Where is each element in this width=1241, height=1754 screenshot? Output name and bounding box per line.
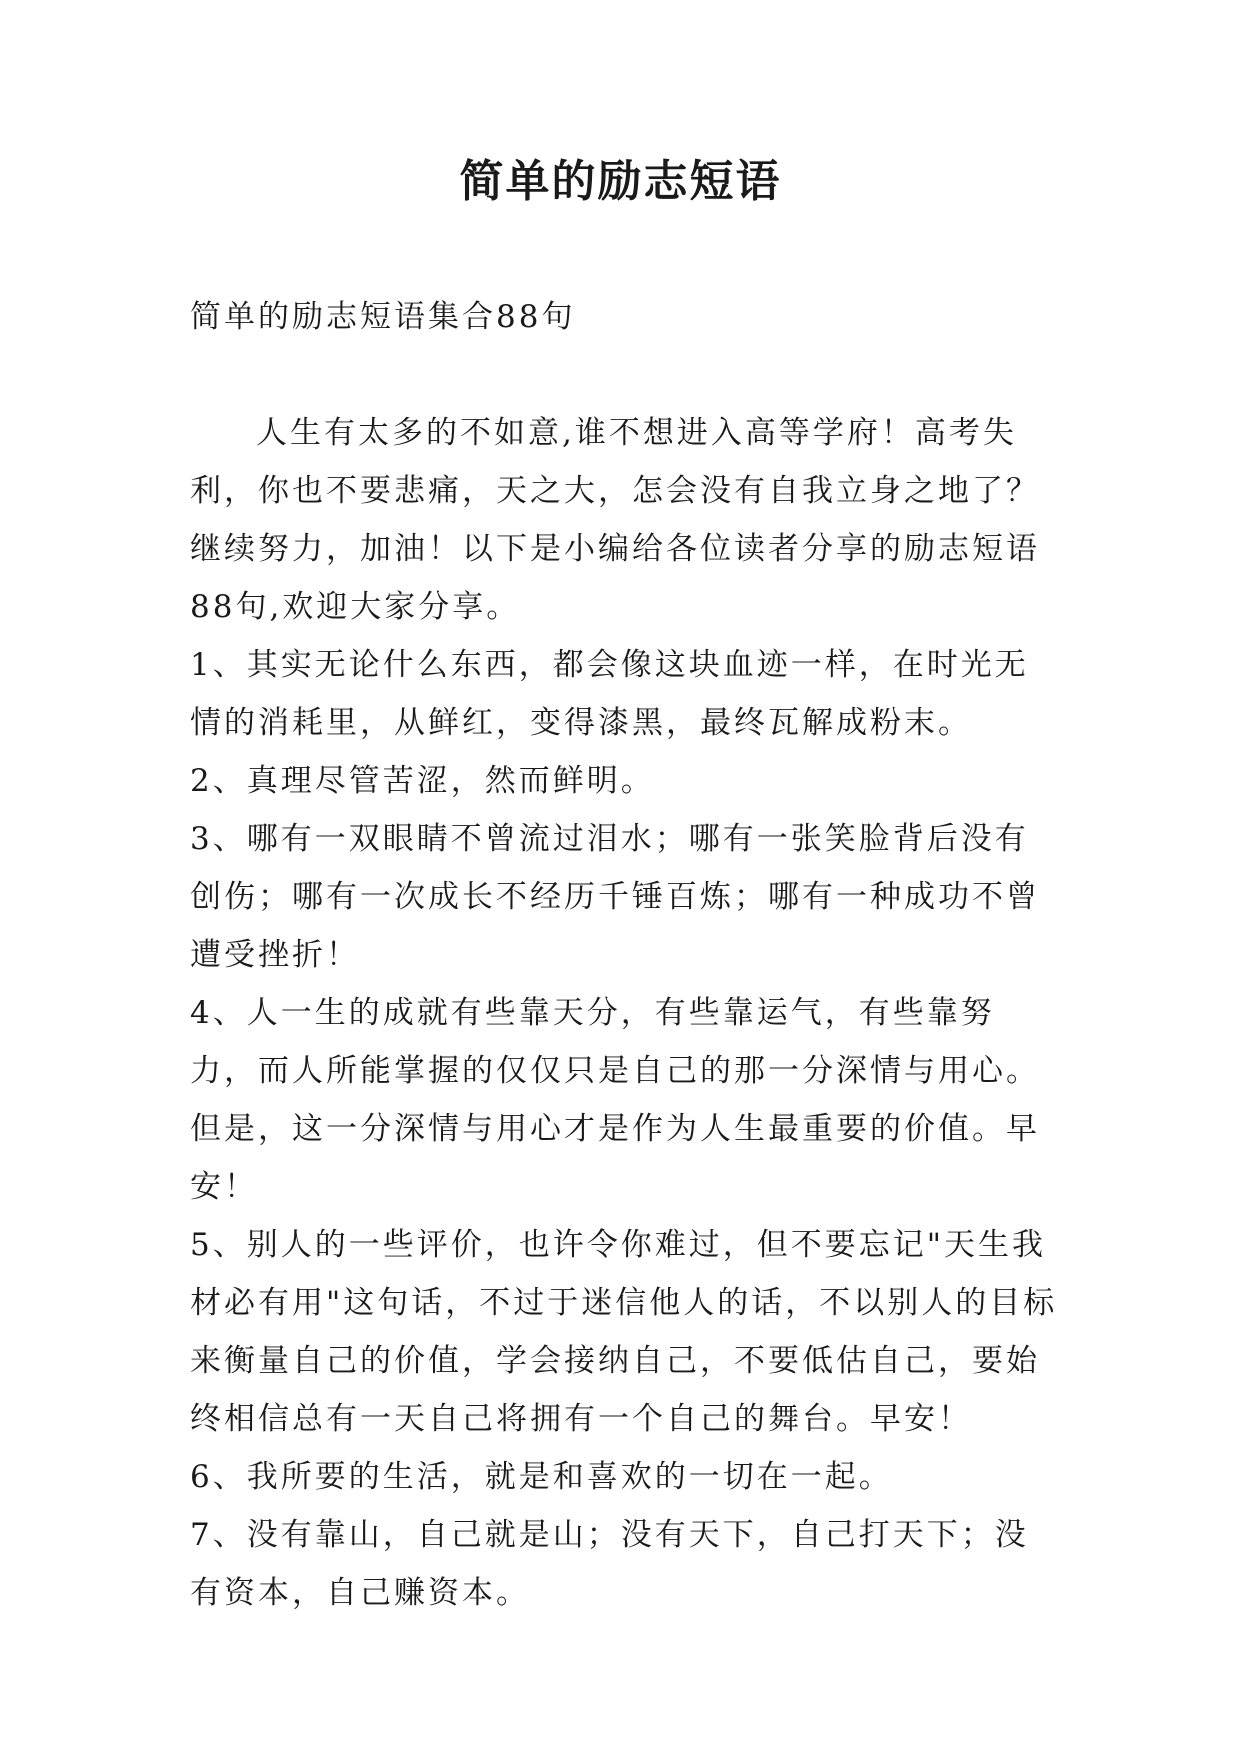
document-body [190,288,1060,1622]
list-item: 4、人一生的成就有些靠天分，有些靠运气，有些靠努力，而人所能掌握的仅仅只是自己的那一分深情与用心。但是，这一分深情与用心才是作为人生最重要的价值。早安！ [190,995,1040,1205]
list-item: 1、其实无论什么东西，都会像这块血迹一样，在时光无情的消耗里，从鲜红，变得漆黑，最终瓦解成粉末。 [190,647,1029,741]
list-item: 2、真理尽管苦涩，然而鲜明。 [190,763,655,799]
list-item: 3、哪有一双眼睛不曾流过泪水；哪有一张笑脸背后没有创伤；哪有一次成长不经历千锤百炼；哪有一种成功不曾遭受挫折！ [190,821,1040,973]
document-title: 简单的励志短语 [459,156,782,207]
list-item: 6、我所要的生活，就是和喜欢的一切在一起。 [190,1459,893,1495]
list-item: 7、没有靠山，自己就是山；没有天下，自己打天下；没有资本，自己赚资本。 [190,1517,1029,1611]
document-subtitle: 简单的励志短语集合88句 [190,299,576,335]
list-item: 5、别人的一些评价，也许令你难过，但不要忘记"天生我材必有用"这句话，不过于迷信他人的话，不以别人的目标来衡量自己的价值，学会接纳自己，不要低估自己，要始终相信总有一天自己将拥有一个自己的舞台。早安！ [190,1227,1058,1437]
intro-paragraph: 人生有太多的不如意,谁不想进入高等学府！高考失利，你也不要悲痛，天之大，怎会没有自我立身之地了？继续努力，加油！以下是小编给各位读者分享的励志短语88句,欢迎大家分享。 [190,415,1040,625]
